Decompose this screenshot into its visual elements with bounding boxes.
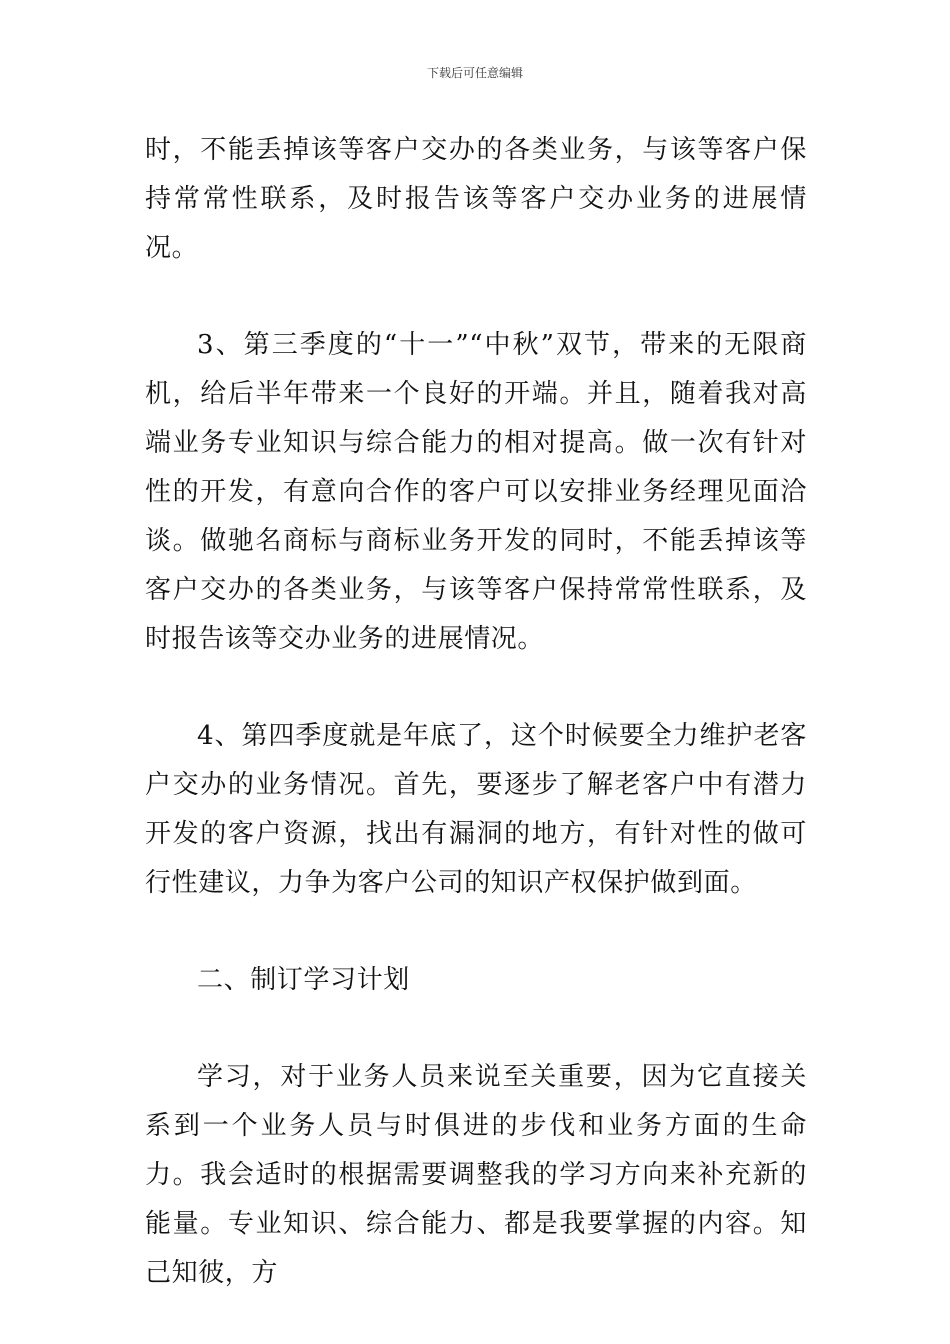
paragraph-gap bbox=[145, 1005, 807, 1053]
paragraph-q4-plan: 4、第四季度就是年底了，这个时候要全力维护老客户交办的业务情况。首先，要逐步了解老客户中有潜力开发的客户资源，找出有漏洞的地方，有针对性的做可行性建议，力争为客户公司的知识产权保护做到面。 bbox=[145, 721, 807, 898]
paragraph-gap bbox=[145, 664, 807, 712]
document-body bbox=[145, 126, 807, 1298]
page-header-note: 下载后可任意编辑 bbox=[426, 66, 523, 80]
paragraph-q3-plan: 3、第三季度的“十一”“中秋”双节，带来的无限商机，给后半年带来一个良好的开端。并且，随着我对高端业务专业知识与综合能力的相对提高。做一次有针对性的开发，有意向合作的客户可以安排业务经理见面洽谈。做驰名商标与商标业务开发的同时，不能丢掉该等客户交办的各类业务，与该等客户保持常常性联系，及时报告该等交办业务的进展情况。 bbox=[145, 330, 807, 654]
paragraph-gap bbox=[145, 273, 807, 321]
paragraph-continuation: 时，不能丢掉该等客户交办的各类业务，与该等客户保持常常性联系，及时报告该等客户交办业务的进展情况。 bbox=[145, 135, 807, 263]
paragraph-gap bbox=[145, 908, 807, 956]
section-heading-study-plan: 二、制订学习计划 bbox=[197, 965, 410, 995]
paragraph-study: 学习，对于业务人员来说至关重要，因为它直接关系到一个业务人员与时俱进的步伐和业务方面的生命力。我会适时的根据需要调整我的学习方向来补充新的能量。专业知识、综合能力、都是我要掌握的内容。知己知彼，方 bbox=[145, 1062, 807, 1288]
